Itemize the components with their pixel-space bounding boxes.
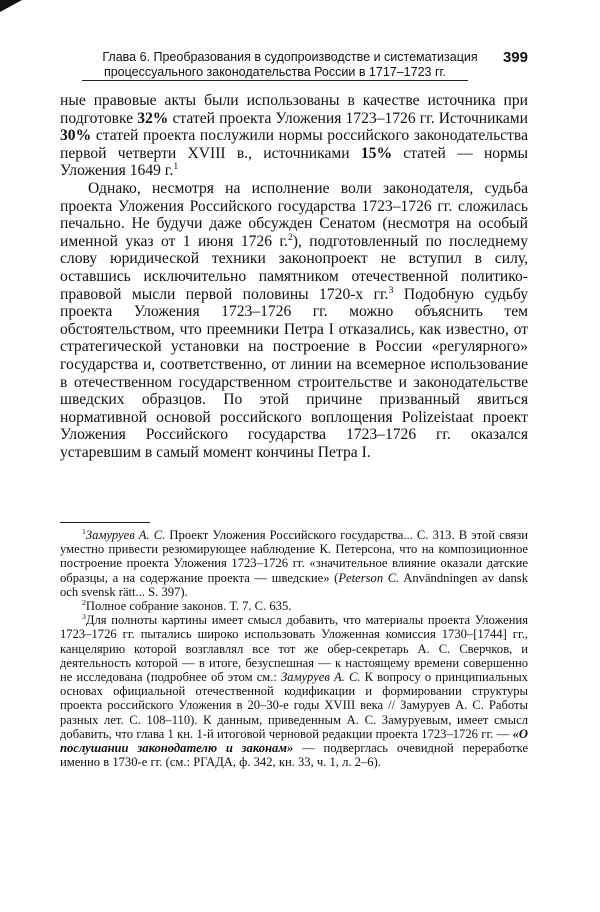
text-run: — подверглась очевидной переработке именно в 1730-е гг. (см.: РГАДА, ф. 342, кн. 33, ч. 1, л. 2–6). — [60, 741, 528, 770]
text-run: Подобную судьбу проекта Уложения 1723–1726 гг. можно объяснить тем обстоятельством, что преемники Петра I отказались, как известно, от стратегической установки на построение в России «регулярного» государства и, соответственно, от линии на всемерное использование в отечественном государственном строительстве и законодательстве шведских образцов. По этой причине призванный явиться нормативной основой российского воплощения Polizeistaat проект Уложения Российского государства 1723–1726 гг. оказался устаревшим в самый момент кончины Петра I. — [60, 285, 529, 461]
text-run: К вопросу о принципиальных основах официальной отечественной кодификации и формировании структуры проекта российского Уложения в 20–30-е годы XVIII века // Замуруев А. С. Работы разных лет. С. 108–110). К данным, приведенным А. С. Замуруевым, имеет смысл добавить, что глава 1 кн. 1-й итоговой черновой редакции проекта 1723–1726 гг. — — [60, 670, 528, 741]
bold-percent: 32% — [137, 109, 169, 127]
chapter-title-line1: Глава 6. Преобразования в судопроизводстве и систематизация — [102, 50, 478, 64]
footnote-author: Peterson C. — [338, 570, 400, 585]
text-run: статей проекта Уложения 1723–1726 гг. Источниками — [168, 109, 528, 127]
footnote-ref: 3 — [388, 284, 394, 296]
bold-percent: 15% — [360, 144, 393, 162]
footnote-1 — [60, 528, 528, 599]
running-head — [60, 50, 528, 81]
text-run: Проект Уложения Российского государства... С. 313. В этой связи уместно привести резюмирующее наблюдение К. Петерсона, что на композиционное построение проекта Уложения 1723–1726 гг. «значительное влияние оказали датские образцы, а на содержание проекта — шведские» ( — [60, 528, 528, 585]
paragraph-1 — [60, 92, 528, 180]
text-run: ), подготовленный по последнему слову юридической техники законопроект не вступил в силу, оставшись исключительно памятником отечественной политико-правовой мысли первой половины 1720-х гг. — [60, 232, 528, 303]
text-run: статей проекта послужили нормы российского законодательства первой четверти XVIII в., источниками — [60, 127, 528, 162]
footnote-ref: 2 — [287, 231, 293, 243]
footnote-author: Замуруев А. С. — [281, 670, 361, 685]
text-run: статей — нормы Уложения 1649 г. — [60, 144, 528, 180]
paragraph-2 — [60, 180, 528, 462]
text-run: Однако, несмотря на исполнение воли законодателя, судьба проекта Уложения Российского государства 1723–1726 гг. сложилась печально. Не будучи даже обсужден Сенатом (несмотря на особый именной указ от 1 июня 1726 г. — [60, 179, 528, 250]
footnotes — [60, 528, 528, 769]
footnote-number: 2 — [82, 597, 86, 607]
corner-mark — [0, 0, 22, 12]
bold-percent: 30% — [60, 127, 92, 145]
page-number: 399 — [502, 49, 528, 66]
text-run: Полное собрание законов. Т. 7. С. 635. — [85, 599, 292, 614]
text-run: Для полноты картины имеет смысл добавить, что материалы проекта Уложения 1723–1726 гг. пытались широко использовать Уложенная комиссия 1730–[1744] гг., канцелярию которой возглавлял все тот же обер-секретарь А. С. Сверчков, и деятельность которой — в итоге, безуспешная — к настоящему времени совершенно не исследована (подробнее об этом см.: — [60, 613, 528, 685]
footnote-divider — [60, 522, 150, 523]
text-run: ные правовые акты были использованы в качестве источника при подготовке — [60, 92, 528, 127]
footnote-number: 1 — [82, 526, 86, 536]
footnote-2 — [60, 599, 528, 613]
footnote-number: 3 — [82, 612, 86, 622]
main-text — [60, 92, 528, 461]
footnote-author: Замуруев А. С. — [85, 528, 166, 542]
footnote-3 — [60, 613, 528, 769]
chapter-title-line2: процессуального законодательства России в 1717–1723 гг. — [82, 65, 468, 81]
footnote-title: «О послушании законодателю и законам» — [60, 726, 528, 756]
footnote-ref: 1 — [173, 161, 179, 173]
text-run: Användningen av dansk och svensk rätt... S. 397). — [60, 570, 528, 599]
